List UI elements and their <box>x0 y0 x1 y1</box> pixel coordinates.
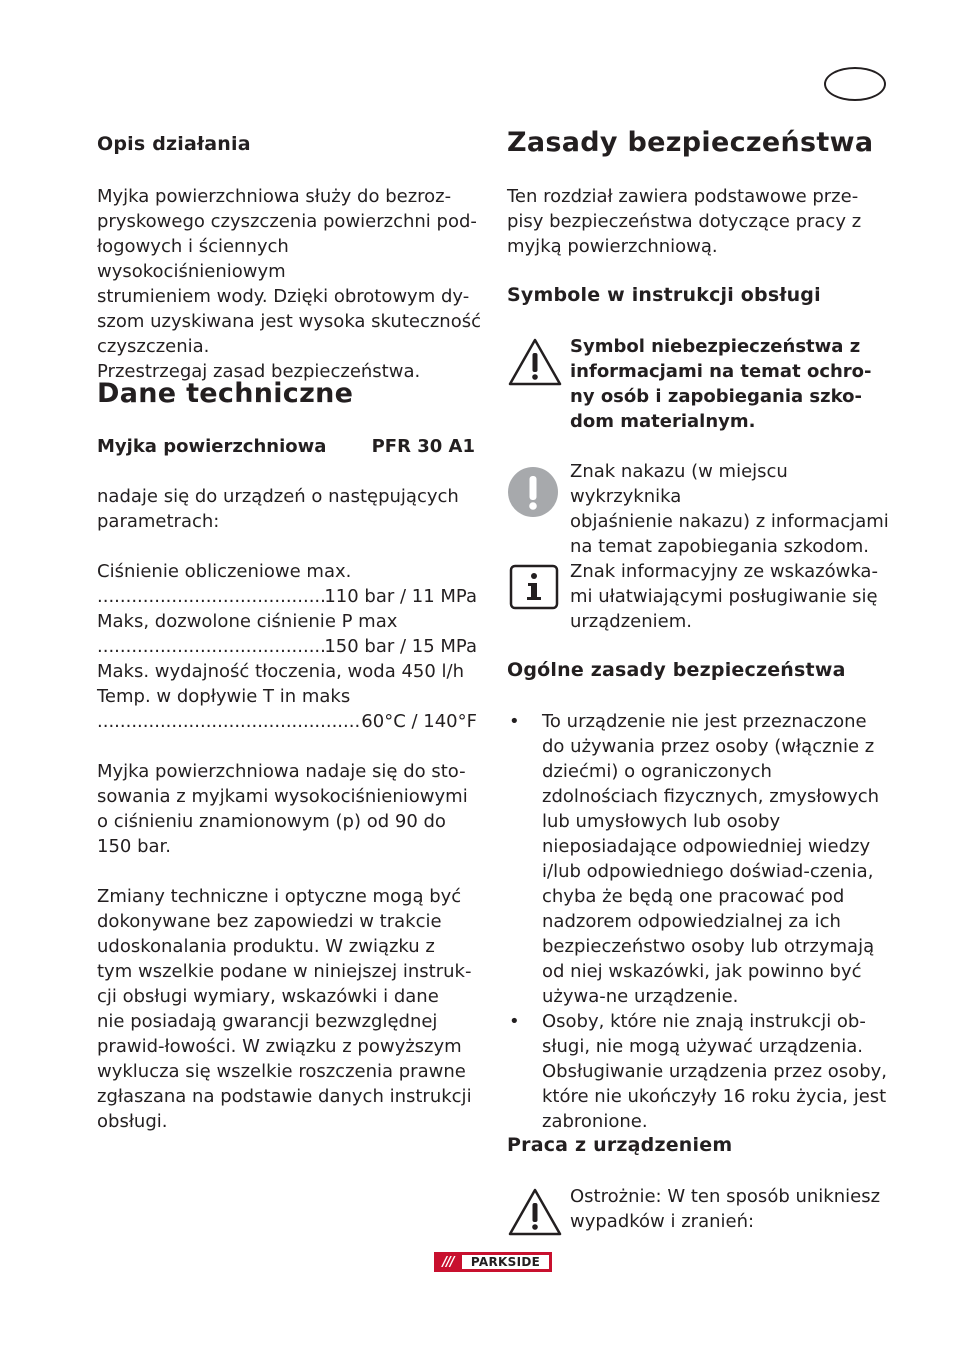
spec-temp-label: Temp. w dopływie T in maks <box>97 686 351 707</box>
model-label: Myjka powierzchniowa <box>97 436 327 457</box>
symbol-info-text: Znak informacyjny ze wskazówka- mi ułatwiającymi posługiwanie się urządzeniem. <box>570 561 878 632</box>
language-tab-oval <box>824 67 886 101</box>
mandatory-exclamation-icon <box>507 466 563 522</box>
symbol-danger-text: Symbol niebezpieczeństwa z informacjami na temat ochro- ny osób i zapobiegania szko- dom materialnym. <box>570 336 872 432</box>
zasady-paragraph: Ten rozdział zawiera podstawowe prze- pisy bezpieczeństwa dotyczące pracy z myjką powierzchniową. <box>507 186 862 257</box>
info-icon <box>509 564 565 620</box>
zasady-heading: Zasady bezpieczeństwa <box>507 127 874 158</box>
spec-flow-line: Maks. wydajność tłoczenia, woda 450 l/h <box>97 661 465 682</box>
logo-stripes: /// <box>442 1254 454 1270</box>
list-item: • To urządzenie nie jest przeznaczone do używania przez osoby (włącznie z dziećmi) o ograniczonych zdolnościach fizycznych, zmysłowych lub umysłowych lub osoby nieposiadające odpowiedniej wiedzy i/lub odpowiedniego doświad-czenia, chyba że będą one pracować pod nadzorem odpowiedzialnej za ich bezpieczeństwo osoby lub otrzymają od niej wskazówki, jak powinno być używa-ne urządzenie. <box>507 709 891 1009</box>
spec-max-pressure-value: 150 bar / 15 MPa <box>324 636 477 657</box>
spec-temp-value: 60°C / 140°F <box>361 711 477 732</box>
symbole-heading: Symbole w instrukcji obsługi <box>507 284 821 306</box>
praca-warning-text: Ostrożnie: W ten sposób unikniesz wypadków i zranień: <box>570 1186 881 1232</box>
changes-paragraph: Zmiany techniczne i optyczne mogą być dokonywane bez zapowiedzi w trakcie udoskonalania produktu. W związku z tym wszelkie podane w niniejszej instruk- cji obsługi wymiary, wskazówki i dane nie posiadają gwarancji bezwzględnej prawid-łowości. W związku z powyższym wyklucza się wszelkie roszczenia prawne zgłaszana na podstawie danych instrukcji obsługi. <box>97 886 472 1132</box>
spec-temp-row <box>97 709 477 734</box>
model-code: PFR 30 A1 <box>371 436 475 457</box>
parkside-logo <box>434 1252 552 1272</box>
warning-triangle-icon <box>507 1186 563 1242</box>
leader-dots <box>97 634 324 659</box>
ogolne-heading: Ogólne zasady bezpieczeństwa <box>507 659 846 681</box>
leader-dots <box>97 584 324 609</box>
suitable-paragraph: Myjka powierzchniowa nadaje się do sto- sowania z myjkami wysokociśnieniowymi o ciśnieniu znamionowym (p) od 90 do 150 bar. <box>97 761 468 857</box>
dane-heading: Dane techniczne <box>97 378 354 409</box>
safety-bullet-list <box>507 709 891 1134</box>
model-line <box>97 434 475 459</box>
leader-dots <box>97 709 361 734</box>
opis-heading: Opis działania <box>97 133 251 155</box>
spec-pressure-label: Ciśnienie obliczeniowe max. <box>97 561 352 582</box>
params-intro: nadaje się do urządzeń o następujących parametrach: <box>97 486 459 532</box>
spec-max-pressure-label: Maks, dozwolone ciśnienie P max <box>97 611 398 632</box>
logo-text: PARKSIDE <box>462 1255 549 1269</box>
spec-max-pressure-row <box>97 634 477 659</box>
symbol-mandatory-text: Znak nakazu (w miejscu wykrzyknika objaśnienie nakazu) z informacjami na temat zapobiegania szkodom. <box>570 461 889 557</box>
spec-pressure-row <box>97 584 477 609</box>
spec-pressure-value: 110 bar / 11 MPa <box>324 586 477 607</box>
list-item: • Osoby, które nie znają instrukcji ob-sługi, nie mogą używać urządzenia. Obsługiwanie urządzenia przez osoby, które nie ukończyły 16 roku życia, jest zabronione. <box>507 1009 891 1134</box>
warning-triangle-icon <box>507 336 563 392</box>
praca-heading: Praca z urządzeniem <box>507 1134 733 1156</box>
opis-paragraph: Myjka powierzchniowa służy do bezroz- pryskowego czyszczenia powierzchni pod- łogowych i ściennych wysokociśnieniowym strumieniem wody. Dzięki obrotowym dy- szom uzyskiwana jest wysoka skuteczność czyszczenia. Przestrzegaj zasad bezpieczeństwa. <box>97 186 482 382</box>
